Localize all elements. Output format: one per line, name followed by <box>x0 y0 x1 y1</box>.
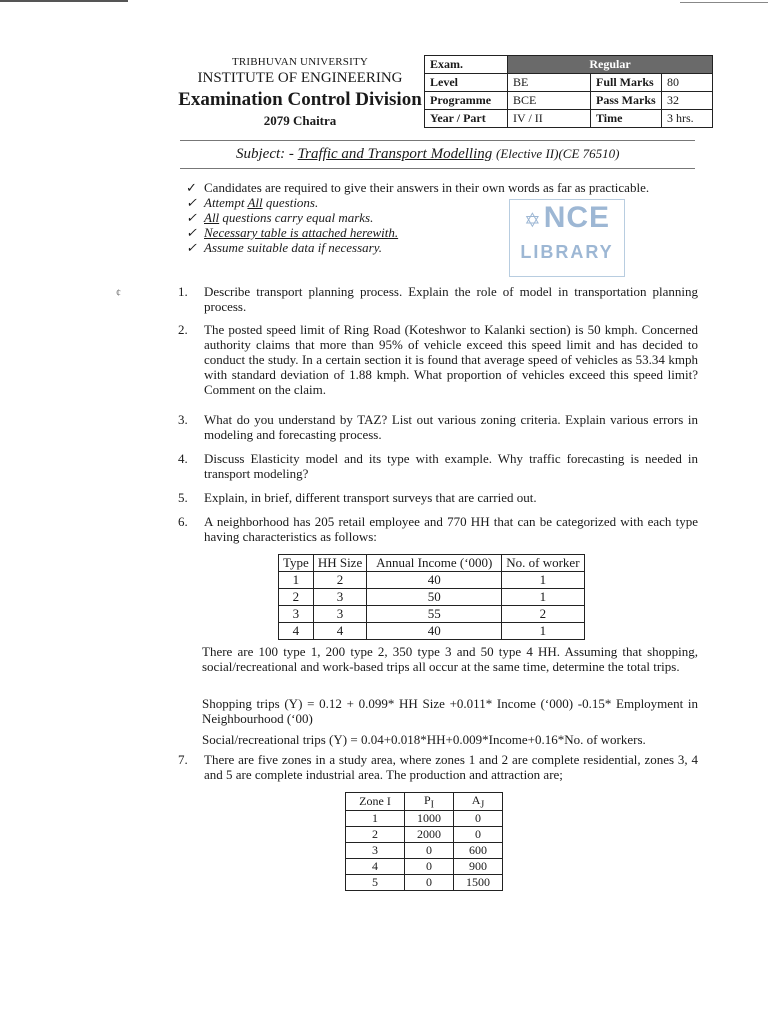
stamp-line-2: LIBRARY <box>520 242 614 262</box>
subject-line <box>236 146 619 163</box>
table-row <box>346 859 503 875</box>
instruction-text-underlined: Necessary table is attached herewith. <box>204 225 399 240</box>
question-3 <box>178 412 698 442</box>
instruction-text: Attempt <box>204 195 248 210</box>
table-cell: 0 <box>405 843 454 859</box>
column-header: No. of worker <box>502 555 584 572</box>
table-row <box>425 92 713 110</box>
column-header: $P_I$ <box>405 793 454 811</box>
table-row <box>279 606 585 623</box>
divider <box>180 168 695 169</box>
instruction-text-underlined: All <box>247 195 263 210</box>
instruction-text: Candidates are required to give their answers in their own words as far as practicable. <box>204 180 650 195</box>
question-6-scenario: There are 100 type 1, 200 type 2, 350 type 3 and 50 type 4 HH. Assuming that shopping, social/recreational and work-based trips all occur at the same time, determine the total trips. <box>202 644 698 674</box>
level-label: Level <box>425 74 508 92</box>
year-part-value: IV / II <box>508 110 591 128</box>
instruction-text: Assume suitable data if necessary. <box>204 240 383 255</box>
star-icon: ✡ <box>523 210 542 232</box>
question-text: Explain, in brief, different transport surveys that are carried out. <box>204 490 537 505</box>
table-cell: 3 <box>313 606 366 623</box>
table-cell: 3 <box>313 589 366 606</box>
question-number: 6. <box>178 514 188 529</box>
pass-marks-label: Pass Marks <box>591 92 662 110</box>
instruction-text: questions carry equal marks. <box>219 210 374 225</box>
table-row <box>425 56 713 74</box>
question-number: 2. <box>178 322 188 337</box>
instruction-text-underlined: All <box>204 210 220 225</box>
check-icon: ✓ <box>186 225 197 240</box>
table-cell: 2 <box>279 589 314 606</box>
time-value: 3 hrs. <box>662 110 713 128</box>
column-header: Type <box>279 555 314 572</box>
university-name: TRIBHUVAN UNIVERSITY <box>231 56 369 68</box>
table-row <box>346 827 503 843</box>
table-row <box>346 843 503 859</box>
table-cell: 5 <box>346 875 405 891</box>
question-text: Describe transport planning process. Explain the role of model in transportation planning process. <box>204 284 698 314</box>
pass-marks-value: 32 <box>662 92 713 110</box>
institute-name: INSTITUTE OF ENGINEERING <box>197 70 403 86</box>
table-cell: 2000 <box>405 827 454 843</box>
table-cell: 1 <box>502 623 584 640</box>
table-cell: 1 <box>502 572 584 589</box>
table-cell: 2 <box>502 606 584 623</box>
column-header: $A_J$ <box>454 793 503 811</box>
exam-type-value: Regular <box>508 56 713 74</box>
table-row <box>346 875 503 891</box>
question-number: 1. <box>178 284 188 299</box>
subject-code: (Elective II)(CE 76510) <box>496 146 620 161</box>
library-stamp <box>509 199 625 277</box>
table-cell: 2 <box>346 827 405 843</box>
table-cell: 1 <box>502 589 584 606</box>
check-icon: ✓ <box>186 180 197 195</box>
table-cell: 0 <box>405 875 454 891</box>
question-text: The posted speed limit of Ring Road (Koteshwor to Kalanki section) is 50 kmph. Concerned authority claims that more than 95% of vehicle exceed this speed limit and has decided to conduct the study. In a certain section it is found that average speed of vehicles as 53.34 kmph with standard deviation of 1.88 kmph. What proportion of vehicles exceed this speed limit? Comment on the claim. <box>204 322 698 397</box>
table-row <box>279 572 585 589</box>
table-cell: 4 <box>313 623 366 640</box>
zone-production-attraction-table <box>345 792 503 891</box>
table-cell: 0 <box>405 859 454 875</box>
table-cell: 40 <box>367 572 502 589</box>
table-cell: 0 <box>454 811 503 827</box>
table-row <box>346 811 503 827</box>
table-row <box>279 623 585 640</box>
check-icon: ✓ <box>186 240 197 255</box>
question-text: There are five zones in a study area, where zones 1 and 2 are complete residential, zones 3, 4 and 5 are complete industrial area. The production and attraction are; <box>204 752 698 782</box>
question-5 <box>178 490 698 505</box>
table-row <box>425 110 713 128</box>
column-header: Annual Income (‘000) <box>367 555 502 572</box>
question-number: 7. <box>178 752 188 767</box>
household-types-table <box>278 554 585 640</box>
table-cell: 3 <box>346 843 405 859</box>
question-6-social-equation: Social/recreational trips (Y) = 0.04+0.018*HH+0.009*Income+0.16*No. of workers. <box>202 732 646 747</box>
question-number: 5. <box>178 490 188 505</box>
instruction-text: questions. <box>262 195 319 210</box>
table-cell: 4 <box>346 859 405 875</box>
question-number: 3. <box>178 412 188 427</box>
table-cell: 2 <box>313 572 366 589</box>
question-2 <box>178 322 698 397</box>
question-text: A neighborhood has 205 retail employee and 770 HH that can be categorized with each type having characteristics as follows: <box>204 514 698 544</box>
full-marks-label: Full Marks <box>591 74 662 92</box>
division-name: Examination Control Division <box>178 89 422 110</box>
subject-prefix: Subject: - <box>236 146 298 162</box>
table-cell: 0 <box>454 827 503 843</box>
exam-info-table <box>424 55 713 128</box>
question-text: What do you understand by TAZ? List out various zoning criteria. Explain various errors in modeling and forecasting process. <box>204 412 698 442</box>
table-row <box>279 589 585 606</box>
table-row <box>425 74 713 92</box>
table-cell: 55 <box>367 606 502 623</box>
question-4 <box>178 451 698 481</box>
full-marks-value: 80 <box>662 74 713 92</box>
question-7 <box>178 752 698 782</box>
table-cell: 1500 <box>454 875 503 891</box>
table-header-row <box>279 555 585 572</box>
programme-value: BCE <box>508 92 591 110</box>
time-label: Time <box>591 110 662 128</box>
exam-label: Exam. <box>425 56 508 74</box>
table-cell: 4 <box>279 623 314 640</box>
scan-edge-line <box>680 2 768 3</box>
header-block <box>170 56 430 129</box>
programme-label: Programme <box>425 92 508 110</box>
table-cell: 50 <box>367 589 502 606</box>
level-value: BE <box>508 74 591 92</box>
column-header: HH Size <box>313 555 366 572</box>
table-cell: 1000 <box>405 811 454 827</box>
table-cell: 3 <box>279 606 314 623</box>
stamp-line-1: ✡NCE <box>523 201 611 234</box>
table-header-row <box>346 793 503 811</box>
table-cell: 600 <box>454 843 503 859</box>
table-cell: 1 <box>346 811 405 827</box>
check-icon: ✓ <box>186 210 197 225</box>
check-icon: ✓ <box>186 195 197 210</box>
question-6 <box>178 514 698 544</box>
year-part-label: Year / Part <box>425 110 508 128</box>
margin-mark: ¢ <box>116 288 121 299</box>
scan-edge-line <box>0 0 128 2</box>
column-header: Zone I <box>346 793 405 811</box>
divider <box>180 140 695 141</box>
exam-session: 2079 Chaitra <box>263 113 337 128</box>
question-number: 4. <box>178 451 188 466</box>
table-cell: 40 <box>367 623 502 640</box>
question-text: Discuss Elasticity model and its type with example. Why traffic forecasting is needed in transport modeling? <box>204 451 698 481</box>
question-1 <box>178 284 698 314</box>
subject-name: Traffic and Transport Modelling <box>297 146 493 162</box>
question-6-shopping-equation: Shopping trips (Y) = 0.12 + 0.099* HH Size +0.011* Income (‘000) -0.15* Employment in Neighbourhood (‘00) <box>202 696 698 726</box>
table-cell: 1 <box>279 572 314 589</box>
table-cell: 900 <box>454 859 503 875</box>
instruction-item <box>186 180 686 195</box>
